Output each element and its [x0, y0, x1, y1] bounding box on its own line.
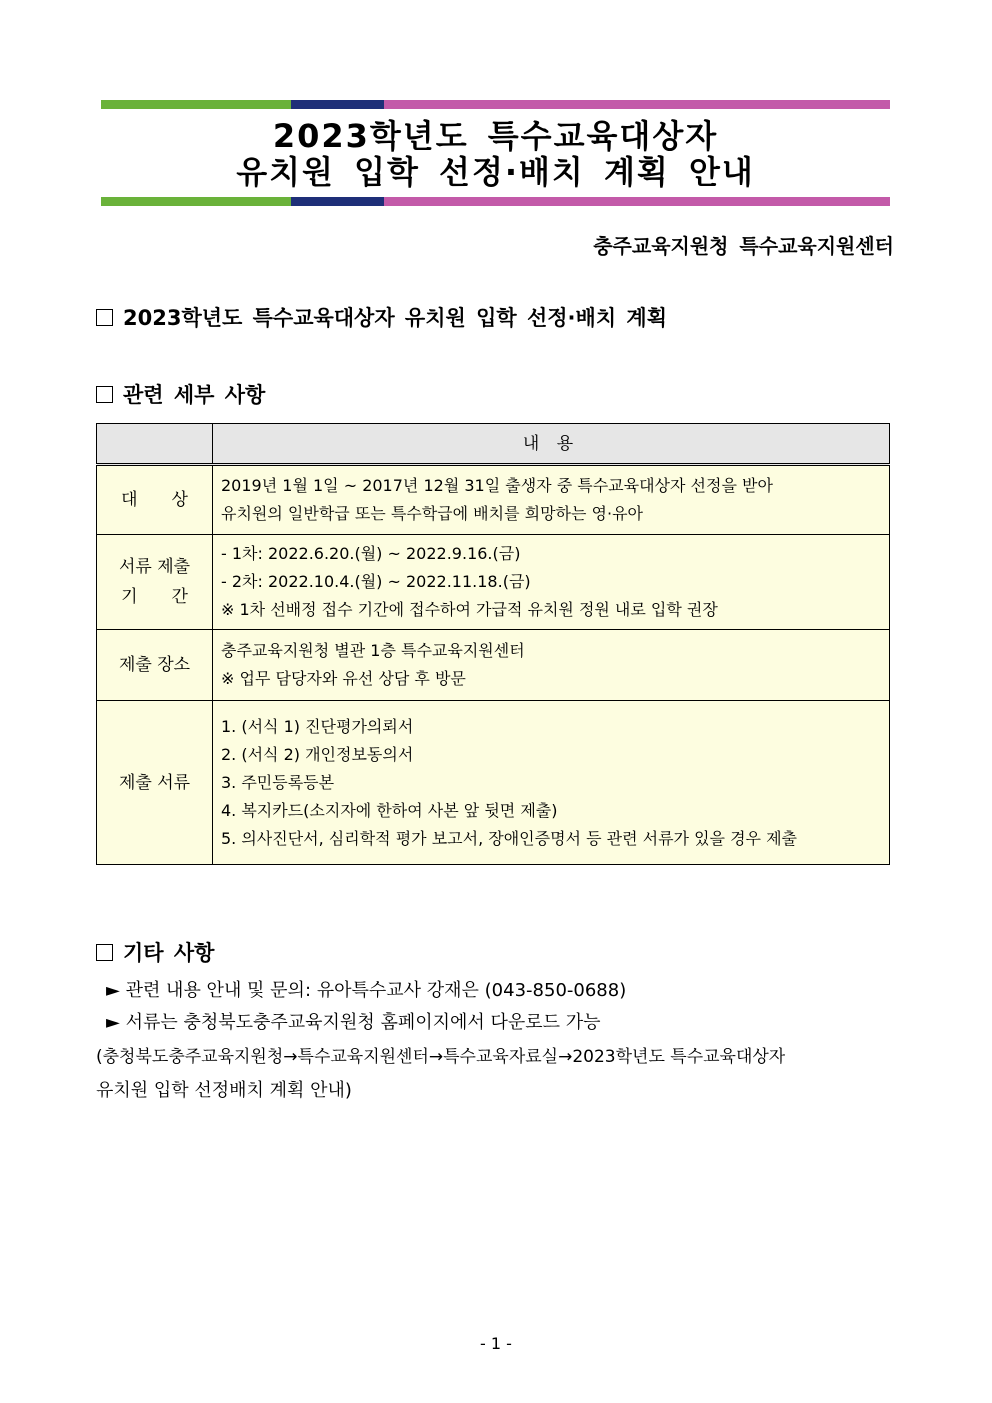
title-bottom-stripe	[101, 197, 890, 206]
title-top-stripe	[101, 100, 890, 109]
table-row	[97, 465, 890, 535]
organization-name: 충주교육지원청 특수교육지원센터	[593, 234, 894, 258]
other-download-line: ► 서류는 충청북도충주교육지원청 홈페이지에서 다운로드 가능	[106, 1012, 601, 1033]
title-line-2: 유치원 입학 선정·배치 계획 안내	[236, 153, 755, 191]
checkbox-square-icon	[96, 309, 113, 326]
page-number: - 1 -	[480, 1334, 512, 1353]
table-row	[97, 701, 890, 865]
table-row	[97, 630, 890, 701]
other-path-line-2: 유치원 입학 선정배치 계획 안내)	[96, 1080, 352, 1101]
section-details-heading: 관련 세부 사항	[96, 379, 265, 409]
section-plan-heading: 2023학년도 특수교육대상자 유치원 입학 선정·배치 계획	[96, 302, 667, 332]
row-label: 서류 제출 기 간	[97, 535, 213, 630]
other-path-line: (충청북도충주교육지원청→특수교육지원센터→특수교육자료실→2023학년도 특수교육대상자	[96, 1047, 786, 1067]
row-content: - 1차: 2022.6.20.(월) ~ 2022.9.16.(금) - 2차: 2022.10.4.(월) ~ 2022.11.18.(금) ※ 1차 선배정 접수 기간에 접수하여 가급적 유치원 정원 내로 입학 권장	[213, 535, 890, 630]
table-header-blank	[97, 424, 213, 465]
row-content: 충주교육지원청 별관 1층 특수교육지원센터 ※ 업무 담당자와 유선 상담 후 방문	[213, 630, 890, 701]
row-content: 1. (서식 1) 진단평가의뢰서 2. (서식 2) 개인정보동의서 3. 주민등록등본 4. 복지카드(소지자에 한하여 사본 앞 뒷면 제출) 5. 의사진단서, 심리학적 평가 보고서, 장애인증명서 등 관련 서류가 있을 경우 제출	[213, 701, 890, 865]
details-table	[96, 423, 890, 865]
row-label: 제출 장소	[97, 630, 213, 701]
row-label: 대 상	[97, 465, 213, 535]
checkbox-square-icon	[96, 386, 113, 403]
table-row	[97, 535, 890, 630]
table-header-row	[97, 424, 890, 465]
row-label: 제출 서류	[97, 701, 213, 865]
section-other-heading: 기타 사항	[96, 937, 214, 967]
other-contact-line: ► 관련 내용 안내 및 문의: 유아특수교사 강재은 (043-850-0688)	[106, 980, 627, 1001]
checkbox-square-icon	[96, 944, 113, 961]
document-title	[101, 110, 890, 196]
table-header-content: 내 용	[213, 424, 890, 465]
title-line-1: 2023학년도 특수교육대상자	[272, 117, 719, 155]
row-content: 2019년 1월 1일 ~ 2017년 12월 31일 출생자 중 특수교육대상자 선정을 받아 유치원의 일반학급 또는 특수학급에 배치를 희망하는 영·유아	[213, 465, 890, 535]
